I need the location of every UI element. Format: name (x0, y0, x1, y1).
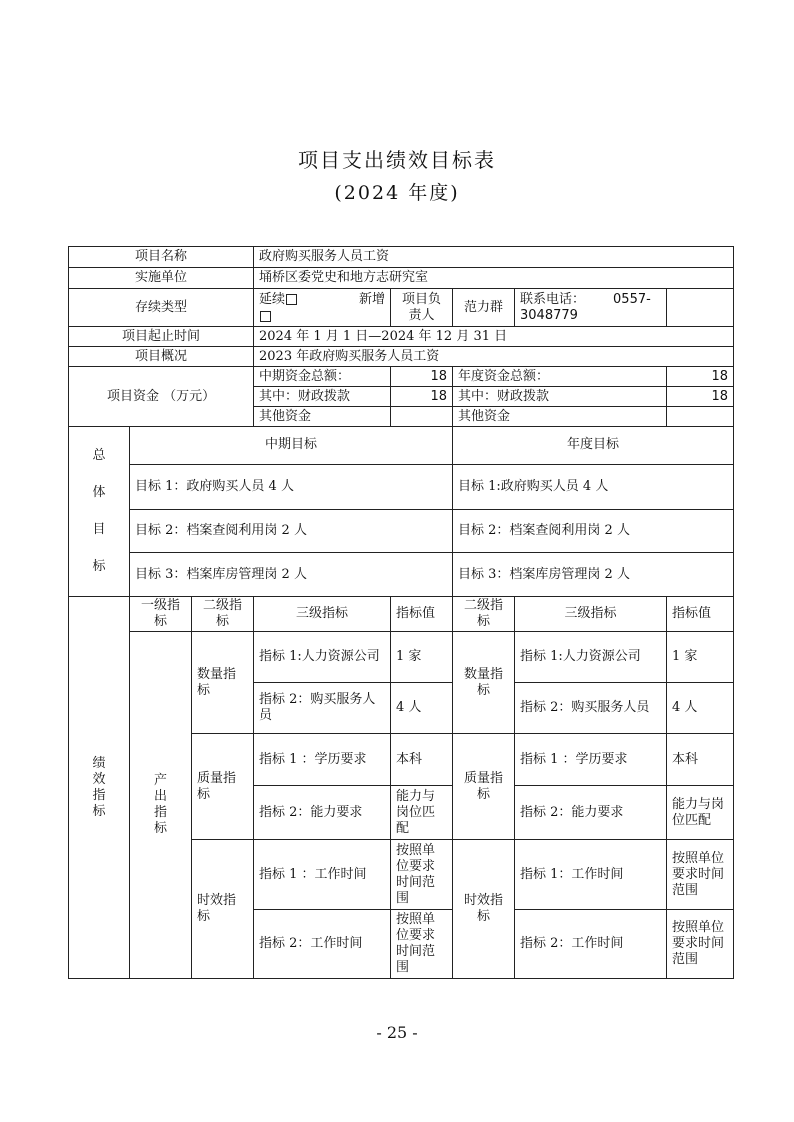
funds-label: 项目资金 （万元） (69, 367, 254, 427)
type-option-continue: 延续 (259, 291, 286, 307)
right-l2-value: 能力与岗位匹配 (667, 786, 734, 840)
output-indicators-label: 产 出 指 标 (130, 632, 192, 979)
quality-label-right: 质量指标 (453, 734, 515, 840)
right-l1-value: 本科 (667, 734, 734, 786)
period-label: 项目起止时间 (69, 327, 254, 347)
right-q1-value: 1 家 (667, 632, 734, 683)
level3-header-left: 三级指标 (254, 597, 391, 632)
right-t1: 指标 1：工作时间 (515, 840, 667, 910)
row-implementing-unit (69, 268, 734, 289)
timeliness-label-right: 时效指标 (453, 840, 515, 979)
mid-fiscal-label: 其中：财政拨款 (254, 387, 391, 407)
continue-checkbox-icon (286, 294, 297, 305)
row-goals-header (69, 427, 734, 465)
year-goal-3: 目标 3：档案库房管理岗 2 人 (453, 553, 734, 597)
level3-header-right: 三级指标 (515, 597, 667, 632)
year-other-value (667, 407, 734, 427)
left-t2: 指标 2：工作时间 (254, 910, 391, 979)
period-value: 2024 年 1 月 1 日—2024 年 12 月 31 日 (254, 327, 734, 347)
year-total-value: 18 (667, 367, 734, 387)
left-t2-value: 按照单位要求时间范围 (391, 910, 453, 979)
left-q1: 指标 1:人力资源公司 (254, 632, 391, 683)
right-t1-value: 按照单位要求时间范围 (667, 840, 734, 910)
performance-goal-table (68, 246, 734, 979)
level1-header: 一级指标 (130, 597, 192, 632)
right-l2: 指标 2：能力要求 (515, 786, 667, 840)
left-l1: 指标 1 ：学历要求 (254, 734, 391, 786)
project-name-value: 政府购买服务人员工资 (254, 247, 734, 268)
performance-indicators-label: 绩 效 指 标 (69, 597, 130, 979)
type-label: 存续类型 (69, 289, 254, 327)
mid-goal-2: 目标 2：档案查阅利用岗 2 人 (130, 509, 453, 553)
year-total-label: 年度资金总额： (453, 367, 667, 387)
left-l2: 指标 2：能力要求 (254, 786, 391, 840)
left-t1-value: 按照单位要求时间范围 (391, 840, 453, 910)
goal-row (69, 553, 734, 597)
responsible-value: 范力群 (453, 289, 515, 327)
page-number: - 25 - (376, 1023, 418, 1042)
row-funds-total (69, 367, 734, 387)
overview-value: 2023 年政府购买服务人员工资 (254, 347, 734, 367)
year-fiscal-value: 18 (667, 387, 734, 407)
type-option-new: 新增 (359, 291, 386, 307)
row-indicator-header (69, 597, 734, 632)
right-q2: 指标 2：购买服务人员 (515, 683, 667, 734)
phone-cell (515, 289, 667, 327)
quantity-label-right: 数量指标 (453, 632, 515, 734)
level2-header-left: 二级指标 (192, 597, 254, 632)
quantity-label-left: 数量指标 (192, 632, 254, 734)
mid-goal-header: 中期目标 (130, 427, 453, 465)
left-q1-value: 1 家 (391, 632, 453, 683)
year-goal-1: 目标 1:政府购买人员 4 人 (453, 464, 734, 509)
right-t2: 指标 2：工作时间 (515, 910, 667, 979)
year-other-label: 其他资金 (453, 407, 667, 427)
right-l1: 指标 1 ：学历要求 (515, 734, 667, 786)
year-subtitle: (2024 年度) (334, 182, 460, 204)
unit-value: 埇桥区委党史和地方志研究室 (254, 268, 734, 289)
year-goal-2: 目标 2：档案查阅利用岗 2 人 (453, 509, 734, 553)
indicator-row (69, 632, 734, 683)
right-q2-value: 4 人 (667, 683, 734, 734)
row-continuation-type (69, 289, 734, 327)
right-t2-value: 按照单位要求时间范围 (667, 910, 734, 979)
mid-goal-1: 目标 1：政府购买人员 4 人 (130, 464, 453, 509)
type-options (254, 289, 391, 327)
value-header-left: 指标值 (391, 597, 453, 632)
year-goal-header: 年度目标 (453, 427, 734, 465)
value-header-right: 指标值 (667, 597, 734, 632)
left-t1: 指标 1 ：工作时间 (254, 840, 391, 910)
unit-label: 实施单位 (69, 268, 254, 289)
mid-total-label: 中期资金总额： (254, 367, 391, 387)
right-q1: 指标 1:人力资源公司 (515, 632, 667, 683)
phone-value: 0557-3048779 (520, 291, 651, 323)
left-l1-value: 本科 (391, 734, 453, 786)
quality-label-left: 质量指标 (192, 734, 254, 840)
responsible-label: 项目负责人 (391, 289, 453, 327)
new-checkbox-icon (260, 311, 271, 322)
left-l2-value: 能力与岗位匹配 (391, 786, 453, 840)
goal-row (69, 464, 734, 509)
left-q2: 指标 2：购买服务人员 (254, 683, 391, 734)
left-q2-value: 4 人 (391, 683, 453, 734)
row-period (69, 327, 734, 347)
mid-goal-3: 目标 3：档案库房管理岗 2 人 (130, 553, 453, 597)
mid-other-label: 其他资金 (254, 407, 391, 427)
mid-other-value (391, 407, 453, 427)
row-overview (69, 347, 734, 367)
phone-label: 联系电话： (520, 291, 586, 307)
phone-extra (667, 289, 734, 327)
year-fiscal-label: 其中：财政拨款 (453, 387, 667, 407)
timeliness-label-left: 时效指标 (192, 840, 254, 979)
project-name-label: 项目名称 (69, 247, 254, 268)
overview-label: 项目概况 (69, 347, 254, 367)
mid-fiscal-value: 18 (391, 387, 453, 407)
mid-total-value: 18 (391, 367, 453, 387)
level2-header-right: 二级指标 (453, 597, 515, 632)
overall-goals-label: 总 体 目 标 (69, 427, 130, 597)
page-title: 项目支出绩效目标表 (298, 148, 496, 172)
goal-row (69, 509, 734, 553)
row-project-name (69, 247, 734, 268)
